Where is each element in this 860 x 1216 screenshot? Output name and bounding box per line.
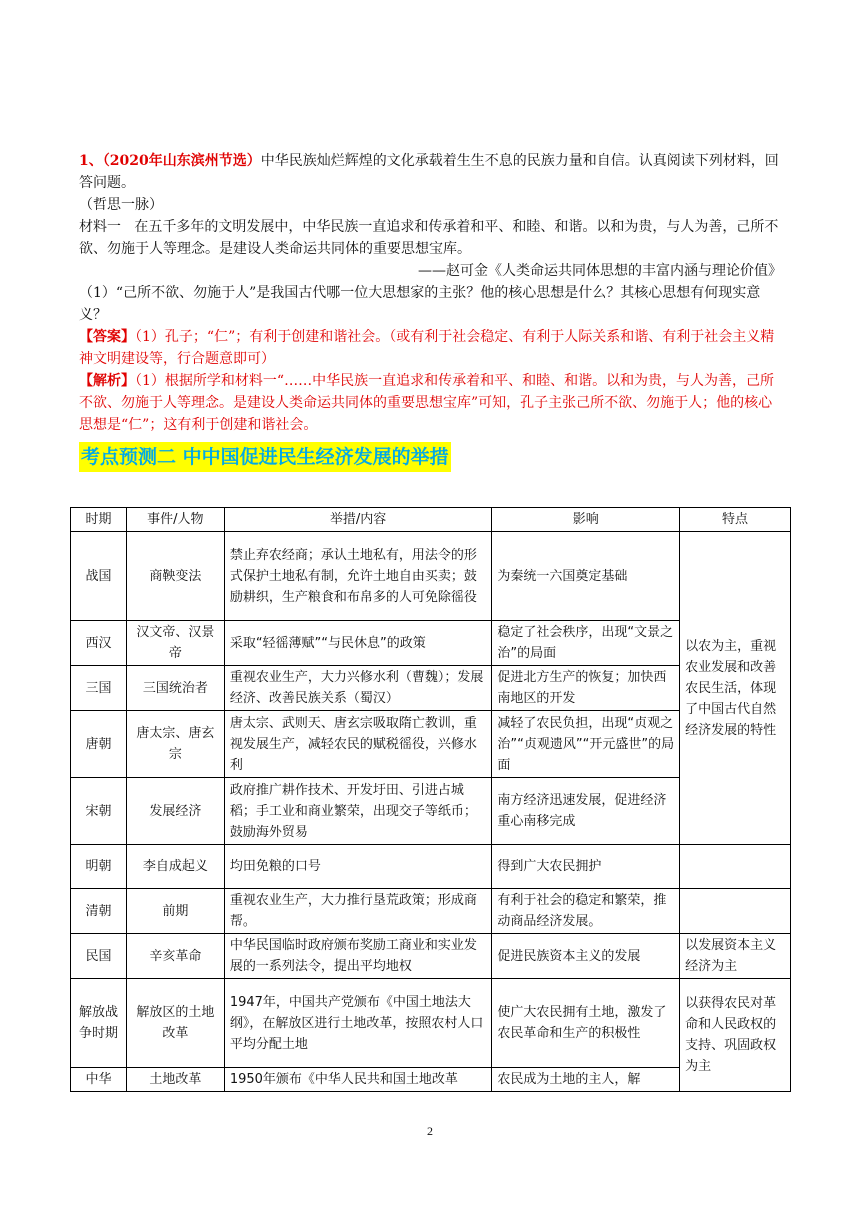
impact-cell: 减轻了农民负担，出现“贞观之治”“贞观遗风”“开元盛世”的局面 [492,711,680,778]
question-source: （2020年山东滨州节选） [102,153,261,169]
measure-cell: 1947年，中国共产党颁布《中国土地法大纲》，在解放区进行土地改革，按照农村人口平均分配土地 [224,979,492,1068]
question-block [79,150,782,472]
header-measure: 举措/内容 [224,508,492,532]
period-cell: 西汉 [71,621,127,666]
period-cell: 民国 [71,934,127,979]
impact-cell: 稳定了社会秩序，出现“文景之治”的局面 [492,621,680,666]
event-cell: 三国统治者 [126,666,224,711]
measure-cell: 中华民国临时政府颁布奖励工商业和实业发展的一系列法令，提出平均地权 [224,934,492,979]
period-cell: 解放战争时期 [71,979,127,1068]
question-stem [79,150,782,194]
measure-cell: 禁止弃农经商；承认土地私有，用法令的形式保护土地私有制，允许土地自由买卖；鼓励耕织，生产粮食和布帛多的人可免除徭役 [224,532,492,621]
period-cell: 明朝 [71,845,127,889]
period-cell: 唐朝 [71,711,127,778]
feature-cell-minguo: 以发展资本主义经济为主 [680,934,791,979]
event-cell: 辛亥革命 [126,934,224,979]
impact-cell: 促进北方生产的恢复；加快西南地区的开发 [492,666,680,711]
event-cell: 解放区的土地改革 [126,979,224,1068]
measures-table [70,507,791,1092]
measure-cell: 重视农业生产，大力推行垦荒政策；形成商帮。 [224,889,492,934]
event-cell: 汉文帝、汉景帝 [126,621,224,666]
page-number: 2 [427,1124,433,1138]
event-cell: 土地改革 [126,1068,224,1092]
material-citation: ——赵可金《人类命运共同体思想的丰富内涵与理论价值》 [418,263,782,279]
event-cell: 唐太宗、唐玄宗 [126,711,224,778]
header-event: 事件/人物 [126,508,224,532]
analysis-text: （1）根据所学和材料一“……中华民族一直追求和传承着和平、和睦、和谐。以和为贵，与人为善，己所不欲、勿施于人等理念。是建设人类命运共同体的重要思想宝库”可知，孔子主张己所不欲、勿施于人；他的核心思想是“仁”；这有利于创建和谐社会。 [79,373,775,433]
table-row [71,979,791,1068]
answer-label: 【答案】 [79,329,135,345]
event-cell: 前期 [126,889,224,934]
question-stem-text: 中华民族灿烂辉煌的文化承载着生生不息的民族力量和自信。认真阅读下列材料，回答问题。 [79,153,779,191]
answer-text: （1）孔子；“仁”；有利于创建和谐社会。（或有利于社会稳定、有利于人际关系和谐、有利于社会主义精神文明建设等，行合题意即可） [79,329,775,367]
header-impact: 影响 [492,508,680,532]
feature-cell-liberation: 以获得农民对革命和人民政权的支持、巩固政权为主 [680,979,791,1092]
period-cell: 三国 [71,666,127,711]
material-label: 材料一 [79,219,121,235]
measure-cell: 1950年颁布《中华人民共和国土地改革 [224,1068,492,1092]
measure-cell: 重视农业生产，大力兴修水利（曹魏）；发展经济、改善民族关系（蜀汉） [224,666,492,711]
material-one [79,216,782,260]
period-cell: 中华 [71,1068,127,1092]
analysis [79,370,782,436]
period-cell: 战国 [71,532,127,621]
question-number: 1、 [79,153,103,169]
measure-cell: 均田免粮的口号 [224,845,492,889]
measure-cell: 采取“轻徭薄赋”“与民休息”的政策 [224,621,492,666]
analysis-label: 【解析】 [79,373,135,389]
material-theme: （哲思一脉） [79,197,163,213]
impact-cell: 南方经济迅速发展，促进经济重心南移完成 [492,778,680,845]
impact-cell: 促进民族资本主义的发展 [492,934,680,979]
period-cell: 清朝 [71,889,127,934]
header-feature: 特点 [680,508,791,532]
event-cell: 李自成起义 [126,845,224,889]
header-period: 时期 [71,508,127,532]
table-row [71,845,791,889]
answer [79,326,782,370]
impact-cell: 得到广大农民拥护 [492,845,680,889]
feature-cell-empty [680,845,791,889]
impact-cell: 为秦统一六国奠定基础 [492,532,680,621]
table-row [71,532,791,621]
impact-cell: 使广大农民拥有土地，激发了农民革命和生产的积极性 [492,979,680,1068]
impact-cell: 农民成为土地的主人，解 [492,1068,680,1092]
section-heading: 考点预测二 中中国促进民生经济发展的举措 [79,442,451,472]
impact-cell: 有利于社会的稳定和繁荣，推动商品经济发展。 [492,889,680,934]
table-header-row [71,508,791,532]
event-cell: 商鞅变法 [126,532,224,621]
table-row [71,934,791,979]
table-row [71,889,791,934]
feature-cell-empty [680,889,791,934]
feature-cell-ancient: 以农为主，重视农业发展和改善农民生活，体现了中国古代自然经济发展的特性 [680,532,791,845]
measure-cell: 政府推广耕作技术、开发圩田、引进占城稻；手工业和商业繁荣，出现交子等纸币；鼓励海外贸易 [224,778,492,845]
event-cell: 发展经济 [126,778,224,845]
sub-question: （1）“己所不欲、勿施于人”是我国古代哪一位大思想家的主张？他的核心思想是什么？其核心思想有何现实意义？ [79,285,761,323]
period-cell: 宋朝 [71,778,127,845]
measure-cell: 唐太宗、武则天、唐玄宗吸取隋亡教训，重视发展生产，减轻农民的赋税徭役，兴修水利 [224,711,492,778]
material-text: 在五千多年的文明发展中，中华民族一直追求和传承着和平、和睦、和谐。以和为贵，与人为善，己所不欲、勿施于人等理念。是建设人类命运共同体的重要思想宝库。 [79,219,779,257]
